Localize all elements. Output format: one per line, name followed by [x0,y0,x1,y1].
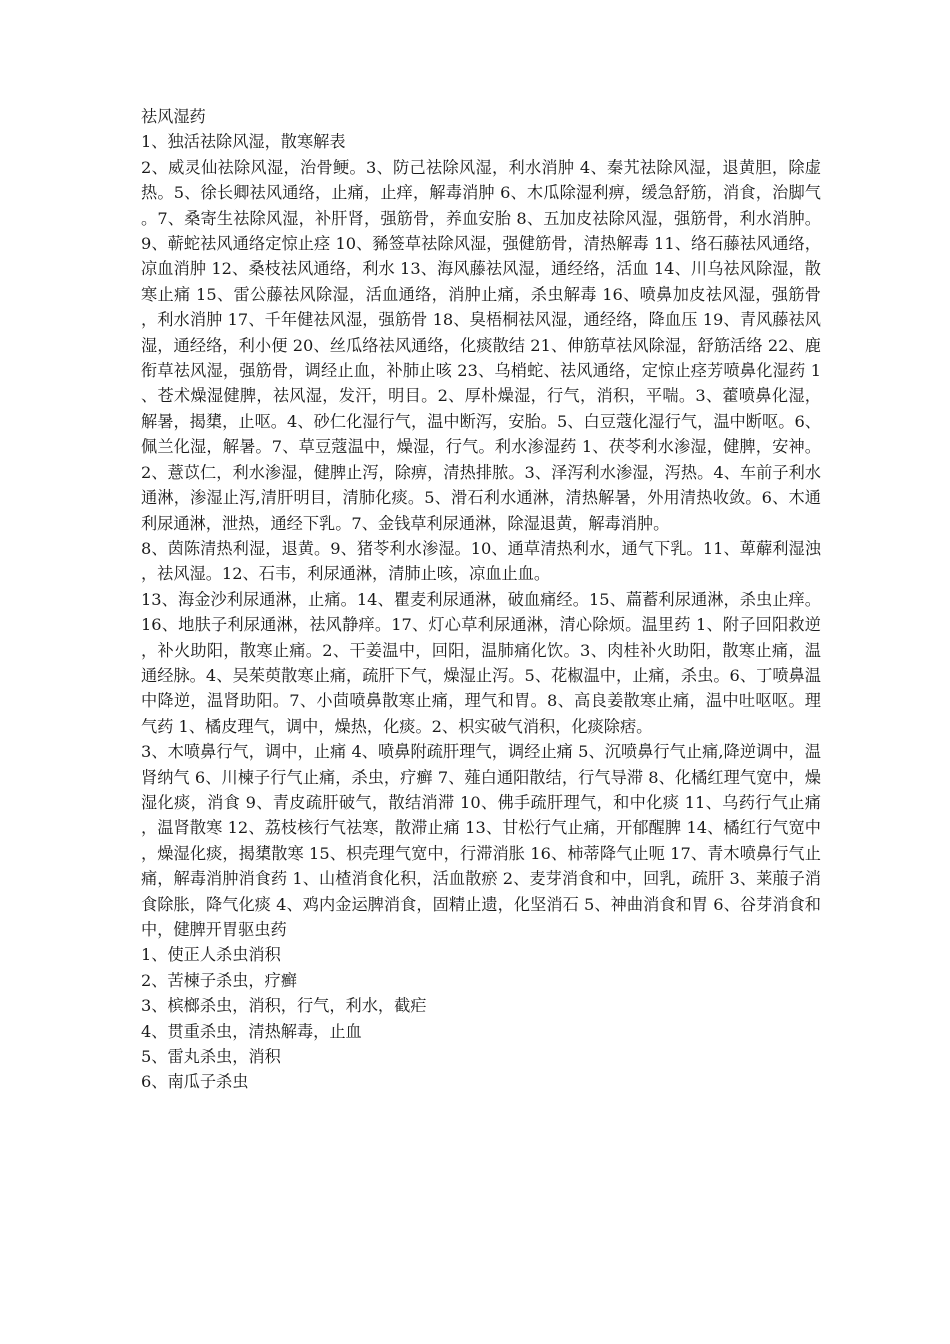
list-item: 5、雷丸杀虫，消积 [141,1047,281,1067]
list-item: 1、使正人杀虫消积 [141,945,281,965]
list-item: 6、南瓜子杀虫 [141,1072,249,1092]
text-paragraph: 2、威灵仙祛除风湿，治骨鲠。3、防己祛除风湿，利水消肿 4、秦艽祛除风湿，退黄胆，除虚热。5、徐长卿祛风通络，止痛，止痒，解毒消肿 6、木瓜除湿利痹，缓急舒筋，消食，治脚气。7、桑寄生祛除风湿，补肝肾，强筋骨，养血安胎 8、五加皮祛除风湿，强筋骨，利水消肿。9、蕲蛇祛风通络定惊止痉 10、豨签草祛除风湿，强健筋骨，清热解毒 11、络石藤祛风通络，凉血消肿 12、桑枝祛风通络，利水 13、海风藤祛风湿，通经络，活血 14、川乌祛风除湿，散寒止痛 15、雷公藤祛风除湿，活血通络，消肿止痛，杀虫解毒 16、喷鼻加皮祛风湿，强筋骨，利水消肿 17、千年健祛风湿，强筋骨 18、臭梧桐祛风湿，通经络，降血压 19、青风藤祛风湿，通经络，利小便 20、丝瓜络祛风通络，化痰散结 21、伸筋草祛风除湿，舒筋活络 22、鹿衔草祛风湿，强筋骨，调经止血，补肺止咳 23、乌梢蛇、祛风通络，定惊止痉芳喷鼻化湿药 1、苍术燥湿健脾，祛风湿，发汗，明目。2、厚朴燥湿，行气，消积，平喘。3、藿喷鼻化湿，解暑，揭橥，止呕。4、砂仁化湿行气，温中断泻，安胎。5、白豆蔻化湿行气，温中断呕。6、佩兰化湿，解暑。7、草豆蔻温中，燥湿，行气。利水渗湿药 1、茯苓利水渗湿，健脾，安神。2、薏苡仁，利水渗湿，健脾止泻，除痹，清热排脓。3、泽泻利水渗湿，泻热。4、车前子利水通淋，渗湿止泻,清肝明目，清肺化痰。5、滑石利水通淋，清热解暑，外用清热收敛。6、木通利尿通淋，泄热，通经下乳。7、金钱草利尿通淋，除湿退黄，解毒消肿。 [141,157,821,533]
list-item: 4、贯重杀虫，清热解毒，止血 [141,1021,362,1041]
document-body [141,104,821,1095]
text-paragraph: 13、海金沙利尿通淋，止痛。14、瞿麦利尿通淋，破血痛经。15、萹蓄利尿通淋，杀虫止痒。16、地肤子利尿通淋，祛风静痒。17、灯心草利尿通淋，清心除烦。温里药 1、附子回阳救逆，补火助阳，散寒止痛。2、干姜温中，回阳，温肺痛化饮。3、肉桂补火助阳，散寒止痛，温通经脉。4、吴茱萸散寒止痛，疏肝下气，燥湿止泻。5、花椒温中，止痛，杀虫。6、丁喷鼻温中降逆，温肾助阳。7、小茴喷鼻散寒止痛，理气和胃。8、高良姜散寒止痛，温中吐呕呕。理气药 1、橘皮理气，调中，燥热，化痰。2、枳实破气消积，化痰除痞。 [141,589,821,736]
list-item: 2、苦楝子杀虫，疗癣 [141,970,297,990]
text-paragraph: 3、木喷鼻行气，调中，止痛 4、喷鼻附疏肝理气，调经止痛 5、沉喷鼻行气止痛,降逆调中，温肾纳气 6、川楝子行气止痛，杀虫，疗癣 7、薤白通阳散结，行气导滞 8、化橘红理气宽中，燥湿化痰，消食 9、青皮疏肝破气，散结消滞 10、佛手疏肝理气，和中化痰 11、乌药行气止痛，温肾散寒 12、荔枝核行气祛寒，散滞止痛 13、甘松行气止痛，开郁醒脾 14、橘红行气宽中，燥湿化痰，揭橥散寒 15、枳壳理气宽中，行滞消胀 16、柿蒂降气止呃 17、青木喷鼻行气止痛，解毒消肿消食药 1、山楂消食化积，活血散瘀 2、麦芽消食和中，回乳，疏肝 3、莱菔子消食除胀，降气化痰 4、鸡内金运脾消食，固精止遗，化坚消石 5、神曲消食和胃 6、谷芽消食和中，健脾开胃驱虫药 [141,742,821,939]
section-heading: 祛风湿药 [141,107,206,126]
text-paragraph: 1、独活祛除风湿，散寒解表 [141,132,346,152]
text-paragraph: 8、茵陈清热利湿，退黄。9、猪苓利水渗湿。10、通草清热利水，通气下乳。11、萆薢利湿浊，祛风湿。12、石韦，利尿通淋，清肺止咳，凉血止血。 [141,538,821,584]
list-item: 3、槟榔杀虫，消积，行气，利水，截疟 [141,996,427,1016]
